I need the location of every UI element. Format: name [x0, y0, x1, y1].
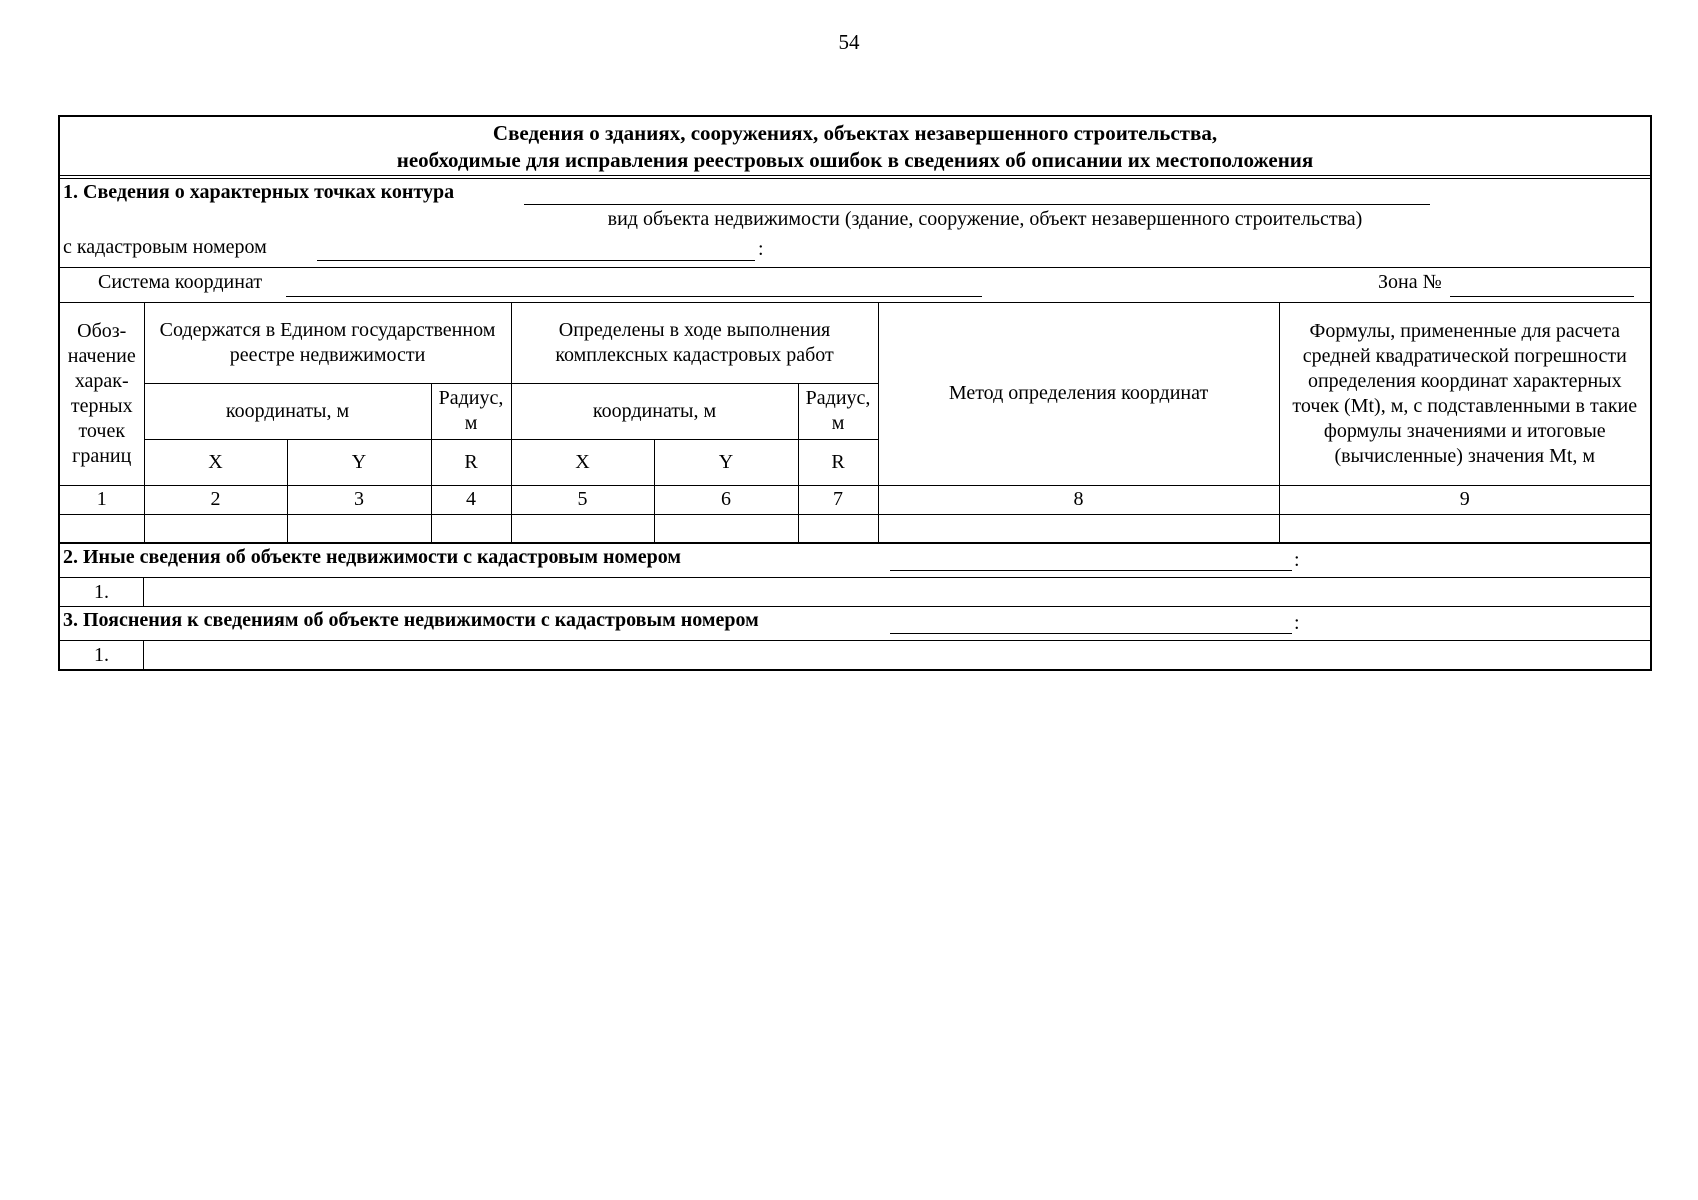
empty-cell[interactable]: [798, 514, 878, 542]
kkr-header: Определены в ходе выполнения комплексных кадастровых работ: [511, 303, 878, 383]
column-number: 5: [511, 485, 654, 514]
empty-cell[interactable]: [511, 514, 654, 542]
item-value-field[interactable]: [144, 641, 1650, 669]
colon: :: [758, 238, 764, 260]
cadastral-number-field[interactable]: [317, 260, 755, 261]
egrn-header: Содержатся в Едином государственном реестре недвижимости: [144, 303, 511, 383]
column-number: 3: [287, 485, 431, 514]
section-2-header: [60, 543, 1650, 578]
egrn-r-header: R: [431, 439, 511, 485]
section-2-heading: 2. Иные сведения об объекте недвижимости с кадастровым номером: [63, 545, 682, 568]
form-title-line-2: необходимые для исправления реестровых ошибок в сведениях об описании их местоположения: [396, 148, 1314, 172]
colon: :: [1294, 611, 1300, 634]
section-2-item: [60, 578, 1650, 606]
kkr-r-header: R: [798, 439, 878, 485]
page-number: 54: [838, 30, 860, 54]
section-1-heading: 1. Сведения о характерных точках контура: [63, 181, 455, 203]
formula-header: Формулы, примененные для расчета средней квадратической погрешности определения координат характерных точек (Mt), м, с подставленными в такие формулы значениями и итоговые (вычисленные) значения Mt, м: [1279, 303, 1650, 485]
section-1-header: [60, 179, 1650, 268]
coordinate-system-row: [60, 268, 1650, 303]
empty-cell[interactable]: [1279, 514, 1650, 542]
form-title-line-1: Сведения о зданиях, сооружениях, объектах незавершенного строительства,: [492, 121, 1218, 145]
item-number: 1.: [60, 578, 144, 606]
column-number: 7: [798, 485, 878, 514]
empty-cell[interactable]: [431, 514, 511, 542]
empty-cell[interactable]: [287, 514, 431, 542]
egrn-radius-header: Радиус, м: [431, 383, 511, 439]
kkr-coords-header: координаты, м: [511, 383, 798, 439]
object-type-caption: вид объекта недвижимости (здание, сооружение, объект незавершенного строительства): [607, 208, 1363, 230]
empty-cell[interactable]: [878, 514, 1279, 542]
column-number: 4: [431, 485, 511, 514]
colon: :: [1294, 548, 1300, 571]
coordinate-system-label: Система координат: [98, 271, 263, 293]
registry-form: [58, 115, 1652, 671]
empty-cell[interactable]: [654, 514, 798, 542]
empty-cell[interactable]: [144, 514, 287, 542]
zone-label: Зона №: [1378, 271, 1442, 293]
kkr-y-header: Y: [654, 439, 798, 485]
section-3-heading: 3. Пояснения к сведениям об объекте недвижимости с кадастровым номером: [63, 608, 759, 631]
section-3-item: [60, 641, 1650, 669]
point-designation-header: Обоз- начение харак- терных точек границ: [60, 303, 144, 485]
object-type-field[interactable]: [524, 204, 1430, 205]
cadastral-number-label: с кадастровым номером: [63, 236, 267, 258]
empty-cell[interactable]: [60, 514, 144, 542]
column-number: 1: [60, 485, 144, 514]
table-row: [60, 514, 1650, 542]
egrn-y-header: Y: [287, 439, 431, 485]
egrn-x-header: X: [144, 439, 287, 485]
method-header: Метод определения координат: [878, 303, 1279, 485]
section-3-header: [60, 606, 1650, 641]
coordinate-system-field[interactable]: [286, 296, 982, 297]
zone-number-field[interactable]: [1450, 296, 1634, 297]
form-title: [60, 117, 1650, 179]
kkr-x-header: X: [511, 439, 654, 485]
column-number: 6: [654, 485, 798, 514]
section-3-cadastral-field[interactable]: [890, 633, 1292, 634]
column-number: 2: [144, 485, 287, 514]
column-number: 8: [878, 485, 1279, 514]
section-2-cadastral-field[interactable]: [890, 570, 1292, 571]
kkr-radius-header: Радиус, м: [798, 383, 878, 439]
item-value-field[interactable]: [144, 578, 1650, 606]
egrn-coords-header: координаты, м: [144, 383, 431, 439]
points-table: [60, 303, 1650, 543]
item-number: 1.: [60, 641, 144, 669]
column-number: 9: [1279, 485, 1650, 514]
